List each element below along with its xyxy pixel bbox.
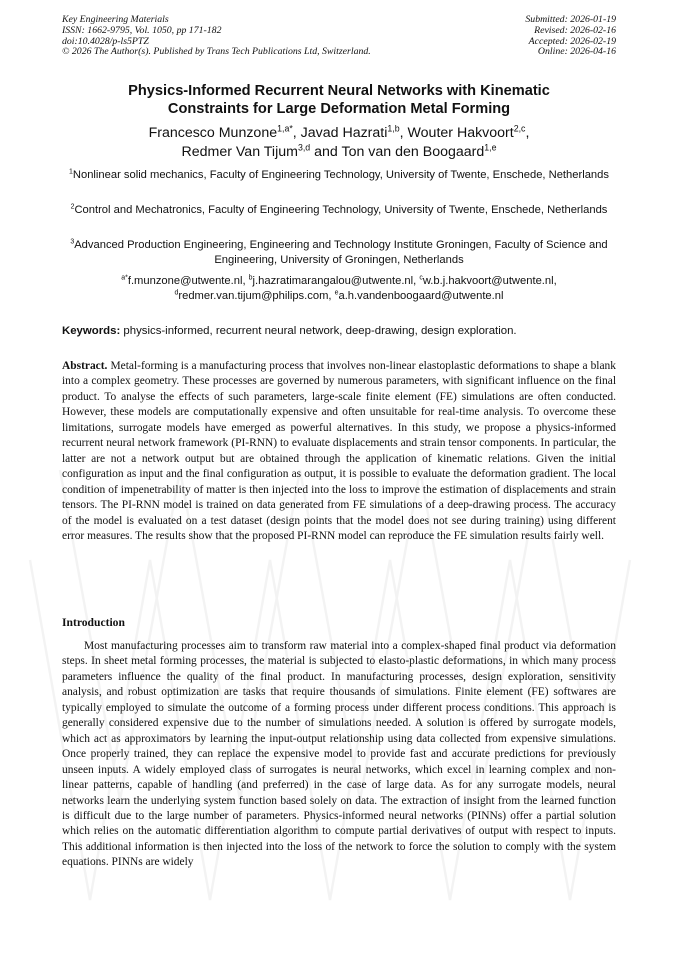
author-sup: 1,b xyxy=(387,123,400,134)
paper-title xyxy=(62,82,616,118)
email-c[interactable]: w.b.j.hakvoort@utwente.nl xyxy=(422,275,554,287)
author-name: Francesco Munzone xyxy=(148,125,278,141)
copyright-line: © 2026 The Author(s). Published by Trans Tech Publications Ltd, Switzerland. xyxy=(62,46,371,58)
keywords-block xyxy=(62,324,616,338)
accepted-date: Accepted: 2026-02-19 xyxy=(528,35,616,47)
issn-line: ISSN: 1662-9795, Vol. 1050, pp 171-182 xyxy=(62,24,222,36)
author-name: Javad Hazrati xyxy=(300,125,388,141)
title-line-1: Physics-Informed Recurrent Neural Networks with Kinematic xyxy=(128,83,550,99)
author-name: Ton van den Boogaard xyxy=(341,144,485,160)
affiliation-text: Nonlinear solid mechanics, Faculty of Engineering Technology, University of Twente, Enschede, Netherlands xyxy=(72,169,609,181)
affiliation-text: Control and Mechatronics, Faculty of Engineering Technology, University of Twente, Enschede, Netherlands xyxy=(74,204,608,216)
online-date: Online: 2026-04-16 xyxy=(537,46,616,58)
email-sup: e xyxy=(334,288,339,296)
author-name: Wouter Hakvoort xyxy=(407,125,514,141)
email-e[interactable]: a.h.vandenboogaard@utwente.nl xyxy=(338,289,504,302)
abstract-label: Abstract. xyxy=(62,360,108,372)
author-list xyxy=(62,124,616,162)
affiliation-sup: 3 xyxy=(70,238,75,246)
affiliation-1 xyxy=(62,168,616,183)
affiliation-text: Advanced Production Engineering, Engineering and Technology Institute Groningen, Faculty of Science and Engineering, University of Groningen, Netherlands xyxy=(74,239,608,266)
revised-date: Revised: 2026-02-16 xyxy=(534,24,616,36)
author-sup: 2,c xyxy=(513,123,526,134)
author-line-2 xyxy=(62,143,616,162)
email-line-1: $^{a*}$f.munzone@utwente.nl, $^b$j.hazratimarangalou@utwente.nl, $^c$w.b.j.hakvoort@utwente.nl, xyxy=(121,274,557,287)
email-b[interactable]: j.hazratimarangalou@utwente.nl xyxy=(252,275,414,287)
journal-name: Key Engineering Materials xyxy=(62,14,169,25)
keywords-label: Keywords: xyxy=(62,325,121,337)
affiliation-3 xyxy=(62,238,616,267)
dates-info xyxy=(525,15,616,58)
affiliation-sup: 2 xyxy=(70,203,75,211)
abstract-block xyxy=(62,359,616,544)
email-d[interactable]: redmer.van.tijum@philips.com xyxy=(178,289,329,302)
affiliation-2 xyxy=(62,203,616,218)
author-sup: 1,e xyxy=(484,142,497,153)
author-name: Redmer Van Tijum xyxy=(181,144,298,160)
email-line-2: $^d$redmer.van.tijum@philips.com, $^e$a.h.vandenboogaard@utwente.nl xyxy=(174,288,504,302)
email-sup: b xyxy=(248,274,253,282)
doi-line: doi:10.4028/p-ls5PTZ xyxy=(62,35,149,47)
author-emails xyxy=(62,274,616,303)
journal-info xyxy=(62,15,371,58)
email-sup: a* xyxy=(121,274,128,282)
introduction-paragraph: Most manufacturing processes aim to transform raw material into a complex-shaped final product via deformation steps. In sheet metal forming processes, the material is subjected to elasto-plastic deformations, in which many process parameters influence the quality of the final product. In manufacturing processes, design exploration, sensitivity analysis, and robust optimization are tasks that require thousands of simulations. Finite element (FE) softwares are typically employed to simulate the outcome of a forming process under different process conditions. This approach is generally considered expensive due to the number of simulations needed. A solution is offered by surrogate models, which act as approximators by learning the input-output relationship using data collected from expensive simulations. Once properly trained, they can replace the expensive model to provide fast and accurate predictions for previously unseen inputs. A widely employed class of surrogates is neural networks, which excel in learning complex and non-linear patterns, capable of handling (and preferred) in the case of large data. As for any surrogate models, neural networks learn the underlying system function based solely on data. The extraction of insight from the learned function is difficult due to the large number of parameters. Physics-informed neural networks (PINNs) offer a partial solution which relies on the automatic differentiation algorithm to compute partial derivatives of output with respect to inputs. This additional information is then injected into the loss of the network to force the solution to comply with the system equations. PINNs are widely xyxy=(62,640,616,869)
author-sup: 3,d xyxy=(297,142,311,153)
email-sup: c xyxy=(419,274,423,282)
email-sup: d xyxy=(174,288,179,296)
keywords-text: physics-informed, recurrent neural network, deep-drawing, design exploration. xyxy=(123,325,517,337)
affiliation-sup: 1 xyxy=(69,168,73,176)
abstract-text: Metal-forming is a manufacturing process that involves non-linear elastoplastic deformations to shape a blank into a complex geometry. These processes are governed by numerous parameters, with significant influence on the final product. To analyse the effects of such parameters, large-scale finite element (FE) simulations are often conducted. However, these models are computationally expensive and often unsuitable for real-time analysis. To overcome these limitations, surrogate models have emerged as powerful alternatives. In this study, we propose a physics-informed recurrent neural network framework (PI-RNN) to evaluate displacements and strain tensor components. In particular, the latter are not a network output but are obtained through the application of kinematic relations. Given the initial configuration as input and the final configuration as output, it is possible to evaluate the deformation gradient. The local condition of impenetrability of matter is then injected into the loss to improve the estimation of displacements and strain tensors. The PI-RNN model is trained on data generated from FE simulations of a deep-drawing process. The accuracy of the model is evaluated on a test dataset (design points that the model does not see during training) using different error measures. The results show that the proposed PI-RNN model can reproduce the FE simulation results fairly well. xyxy=(62,360,616,542)
author-conjunction: and xyxy=(314,144,338,160)
section-heading-introduction: Introduction xyxy=(62,616,125,629)
author-line-1: Francesco Munzone$^{1,a*}$, Javad Hazrati$^{1,b}$, Wouter Hakvoort$^{2,c}$, xyxy=(148,123,530,141)
title-line-2: Constraints for Large Deformation Metal Forming xyxy=(167,101,511,117)
author-sup: 1,a* xyxy=(277,123,293,134)
submitted-date: Submitted: 2026-01-19 xyxy=(525,14,616,25)
email-a[interactable]: f.munzone@utwente.nl xyxy=(127,275,243,287)
